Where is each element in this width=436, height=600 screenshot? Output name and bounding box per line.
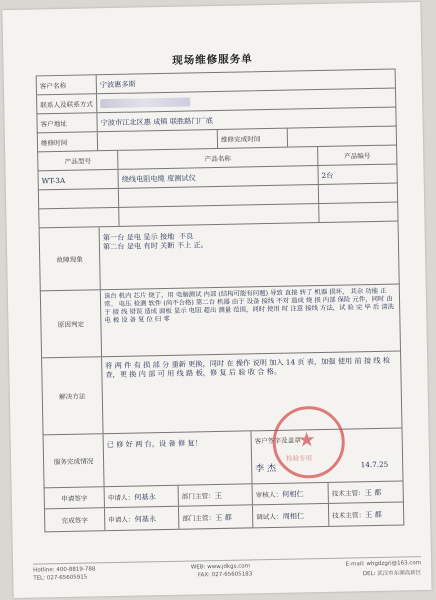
done-label: 完成签字 xyxy=(45,508,105,531)
done-dept: 部门主管： 王 都 xyxy=(179,505,253,528)
document-sheet xyxy=(2,2,431,598)
product-no-value: 2台 xyxy=(321,170,334,180)
redacted-block xyxy=(100,97,190,108)
seal-text: 检验专用 xyxy=(285,454,313,463)
done-tech: 技术主管： 王 都 xyxy=(332,509,382,520)
product-name-value: 绕线电阻电缆 度测试仪 xyxy=(118,166,318,188)
repair-time-label: 维修时间 xyxy=(38,132,98,151)
fault-value: 第一台 是电 显示 接地 不良 第二台 是电 有时 关断 不上 正。 xyxy=(102,231,208,252)
row-fault xyxy=(39,222,400,292)
solution-label: 解决方法 xyxy=(42,357,103,434)
footer-email: E-mail: whgdzgri@163.com xyxy=(345,560,422,568)
service-sign-label: 客户签字及盖章 xyxy=(254,436,301,446)
product-no-label: 产品编号 xyxy=(344,152,371,161)
product-model-label: 产品型号 xyxy=(38,151,118,171)
completion-time-label: 维修完成时间 xyxy=(218,129,288,148)
customer-name-label: 客户名称 xyxy=(37,75,97,94)
apply-label: 申请签字 xyxy=(45,487,105,508)
footer-hotline: Hotline: 400-8819-788 xyxy=(33,566,96,574)
page-footer xyxy=(33,556,421,585)
row-solution xyxy=(41,351,402,435)
apply-dept: 部门主管： 王 xyxy=(179,484,253,505)
service-value xyxy=(104,431,253,486)
service-sign-value: 李 杰 xyxy=(255,463,277,475)
row-service xyxy=(43,428,404,488)
apply-applicant: 申请人： 何基永 xyxy=(105,486,179,507)
form-title: 现场维修服务单 xyxy=(172,53,253,67)
service-date: 14.7.25 xyxy=(360,459,389,470)
customer-name-value: 宁波惠多斯 xyxy=(99,79,136,89)
contact-label: 联系人及联系方式 xyxy=(37,94,97,113)
repair-time-value xyxy=(98,130,218,150)
apply-tech: 技术主管： 王 都 xyxy=(331,487,382,498)
service-label: 服务完成情况 xyxy=(44,434,105,487)
seal-star-icon: ★ xyxy=(297,427,316,452)
cause-label: 原因判定 xyxy=(41,290,102,357)
product-model-value: WT-3A xyxy=(38,170,118,190)
completion-time-value xyxy=(288,127,396,147)
service-form xyxy=(36,69,405,533)
address-value: 宁波市江北区惠 成镇 联胜路门厂底 xyxy=(100,115,214,127)
product-name-label: 产品名称 xyxy=(118,147,318,169)
fault-label: 故障现象 xyxy=(40,227,101,290)
address-label: 客户地址 xyxy=(37,113,97,132)
done-applicant: 申请人： 何基永 xyxy=(105,507,179,530)
service-value-text: 已 修 好 两 台，设 备 修 复！ xyxy=(106,438,202,450)
apply-checker: 审核人： 何相仁 xyxy=(253,483,329,504)
footer-fax: FAX: 027-65605183 xyxy=(197,571,253,579)
cause-value: 该台 机内 芯片 烧了，用 电脑测试 内部 (结构可能有问题) 导致 直接 转了 机器 损坏， 其余 功能 正常。 电压 检测 软件 (尚不合格) 第二台 机器 由于 设备 接线 不对 造成 烧 损 内部 保险 元件，同时 由于 接 线 错误 造成 面板 显示 电阻 超出 测量 范围，同时 使用 时 注意 接线 方法，试 验 完 毕 后 清洗 电 极 设 备 复 位 归 零 xyxy=(103,286,395,325)
footer-address: DEL: 武汉市东湖高新区 xyxy=(362,570,422,578)
solution-value: 将 两 件 有 损 部 分 重新 更换，同时 在 操作 说明 加入 14 页 表，加强 使用 前 接 线 检查，更 换 内 部 可 用 线 路 板，修 复 后 验 收 合 格。 xyxy=(105,355,391,380)
footer-web: WEB: www.jdkgs.com xyxy=(190,563,251,571)
footer-tel: TEL: 027-65605915 xyxy=(33,574,88,582)
done-tester: 调试人： 周相仁 xyxy=(253,504,329,527)
row-cause xyxy=(40,284,401,358)
